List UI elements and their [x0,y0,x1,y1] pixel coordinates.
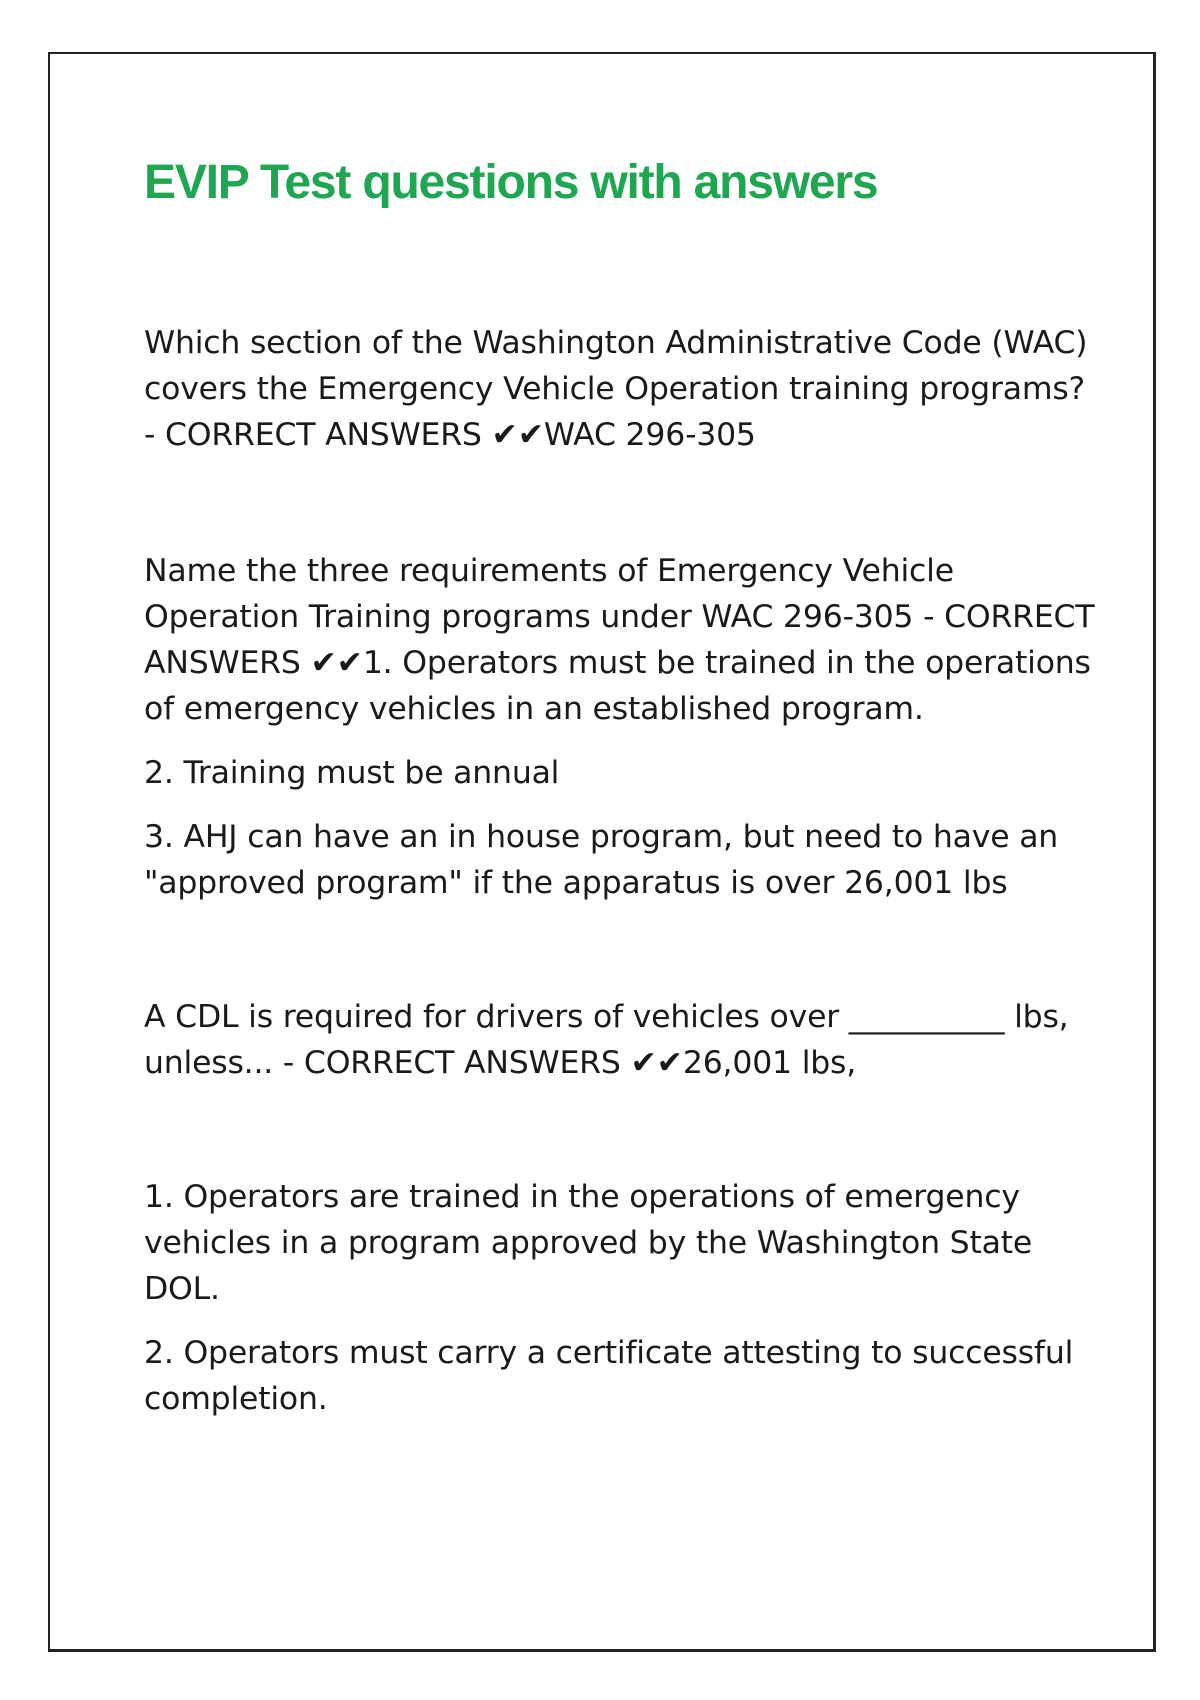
qa-paragraph: 2. Operators must carry a certificate attesting to successful completion. [144,1334,1074,1417]
qa-paragraph: 1. Operators are trained in the operations of emergency vehicles in a program approved by the Washington State DOL. [144,1178,1033,1307]
page-frame [48,52,1156,1652]
qa-paragraph: 3. AHJ can have an in house program, but need to have an "approved program" if the apparatus is over 26,001 lbs [144,818,1059,901]
qa-paragraph: A CDL is required for drivers of vehicles over __________ lbs, unless... - CORRECT ANSWERS ✔✔26,001 lbs, [144,998,1069,1081]
qa-paragraph: Name the three requirements of Emergency Vehicle Operation Training programs under WAC 296-305 - CORRECT ANSWERS ✔✔1. Operators must be trained in the operations of emergency vehicles in an established program. [144,552,1095,727]
qa-block-cdl-exceptions [144,1174,1104,1422]
qa-paragraph: Which section of the Washington Administrative Code (WAC) covers the Emergency Vehicle Operation training programs? - CORRECT ANSWERS ✔✔WAC 296-305 [144,324,1088,453]
qa-block-training-requirements [144,548,1104,906]
qa-block-cdl-requirement [144,994,1104,1086]
qa-paragraph: 2. Training must be annual [144,754,560,791]
qa-block-wac-section [144,320,1104,458]
document-title: EVIP Test questions with answers [144,156,878,209]
document-content [144,154,1104,1422]
